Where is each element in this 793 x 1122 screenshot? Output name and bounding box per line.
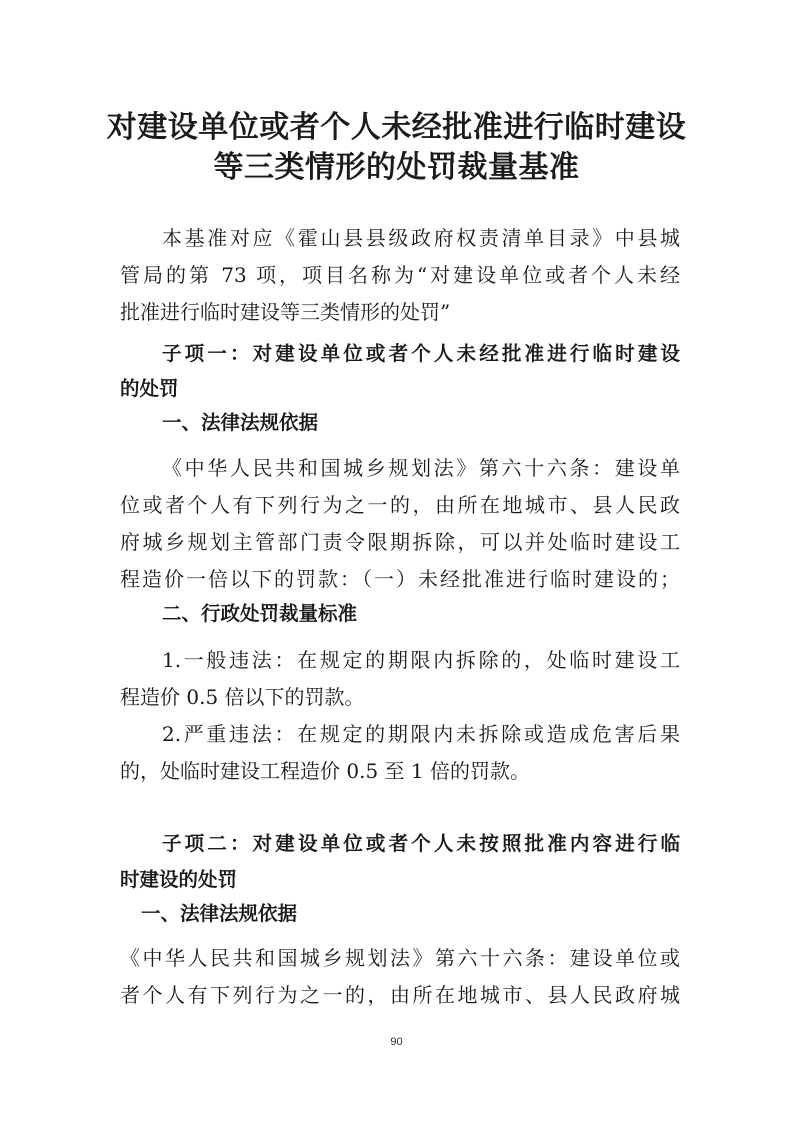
subitem1-standard-2-line-1: 2.严重违法：在规定的期限内未拆除或造成危害后果 [162, 722, 680, 746]
subitem1-standard-1-line-1: 1.一般违法：在规定的期限内拆除的，处临时建设工 [162, 648, 680, 672]
intro-line-1: 本基准对应《霍山县县级政府权责清单目录》中县城 [162, 226, 680, 250]
subitem1-basis-line-1: 《中华人民共和国城乡规划法》第六十六条：建设单 [162, 456, 680, 480]
subitem2-basis-line-1: 《中华人民共和国城乡规划法》第六十六条：建设单位或 [120, 946, 680, 970]
subitem2-heading-line-2: 时建设的处罚 [120, 868, 238, 891]
intro-line-3: 批准进行临时建设等三类情形的处罚” [120, 300, 451, 324]
subitem2-basis-line-2: 者个人有下列行为之一的，由所在地城市、县人民政府城 [120, 983, 680, 1007]
subitem1-basis-line-3: 府城乡规划主管部门责令限期拆除，可以并处临时建设工 [120, 530, 680, 554]
subitem1-basis-line-2: 位或者个人有下列行为之一的，由所在地城市、县人民政 [120, 493, 680, 517]
page-number: 90 [390, 1036, 403, 1048]
document-title-line-2: 等三类情形的处罚裁量基准 [213, 150, 580, 185]
subitem1-basis-line-4: 程造价一倍以下的罚款：（一）未经批准进行临时建设的； [120, 567, 680, 591]
document-title-line-1: 对建设单位或者个人未经批准进行临时建设 [106, 110, 687, 145]
subitem1-basis-heading: 一、法律法规依据 [162, 411, 319, 434]
subitem1-heading-line-2: 的处罚 [120, 377, 179, 400]
intro-line-2: 管局的第 73 项，项目名称为“对建设单位或者个人未经 [120, 263, 680, 287]
subitem1-standard-2-line-2: 的，处临时建设工程造价 0.5 至 1 倍的罚款。 [120, 759, 530, 783]
subitem1-standard-heading: 二、行政处罚裁量标准 [162, 602, 358, 625]
subitem1-heading-line-1: 子项一：对建设单位或者个人未经批准进行临时建设 [162, 342, 680, 365]
subitem2-heading-line-1: 子项二：对建设单位或者个人未按照批准内容进行临 [162, 832, 680, 855]
subitem2-basis-heading: 一、法律法规依据 [141, 902, 298, 925]
subitem1-standard-1-line-2: 程造价 0.5 倍以下的罚款。 [120, 685, 365, 709]
